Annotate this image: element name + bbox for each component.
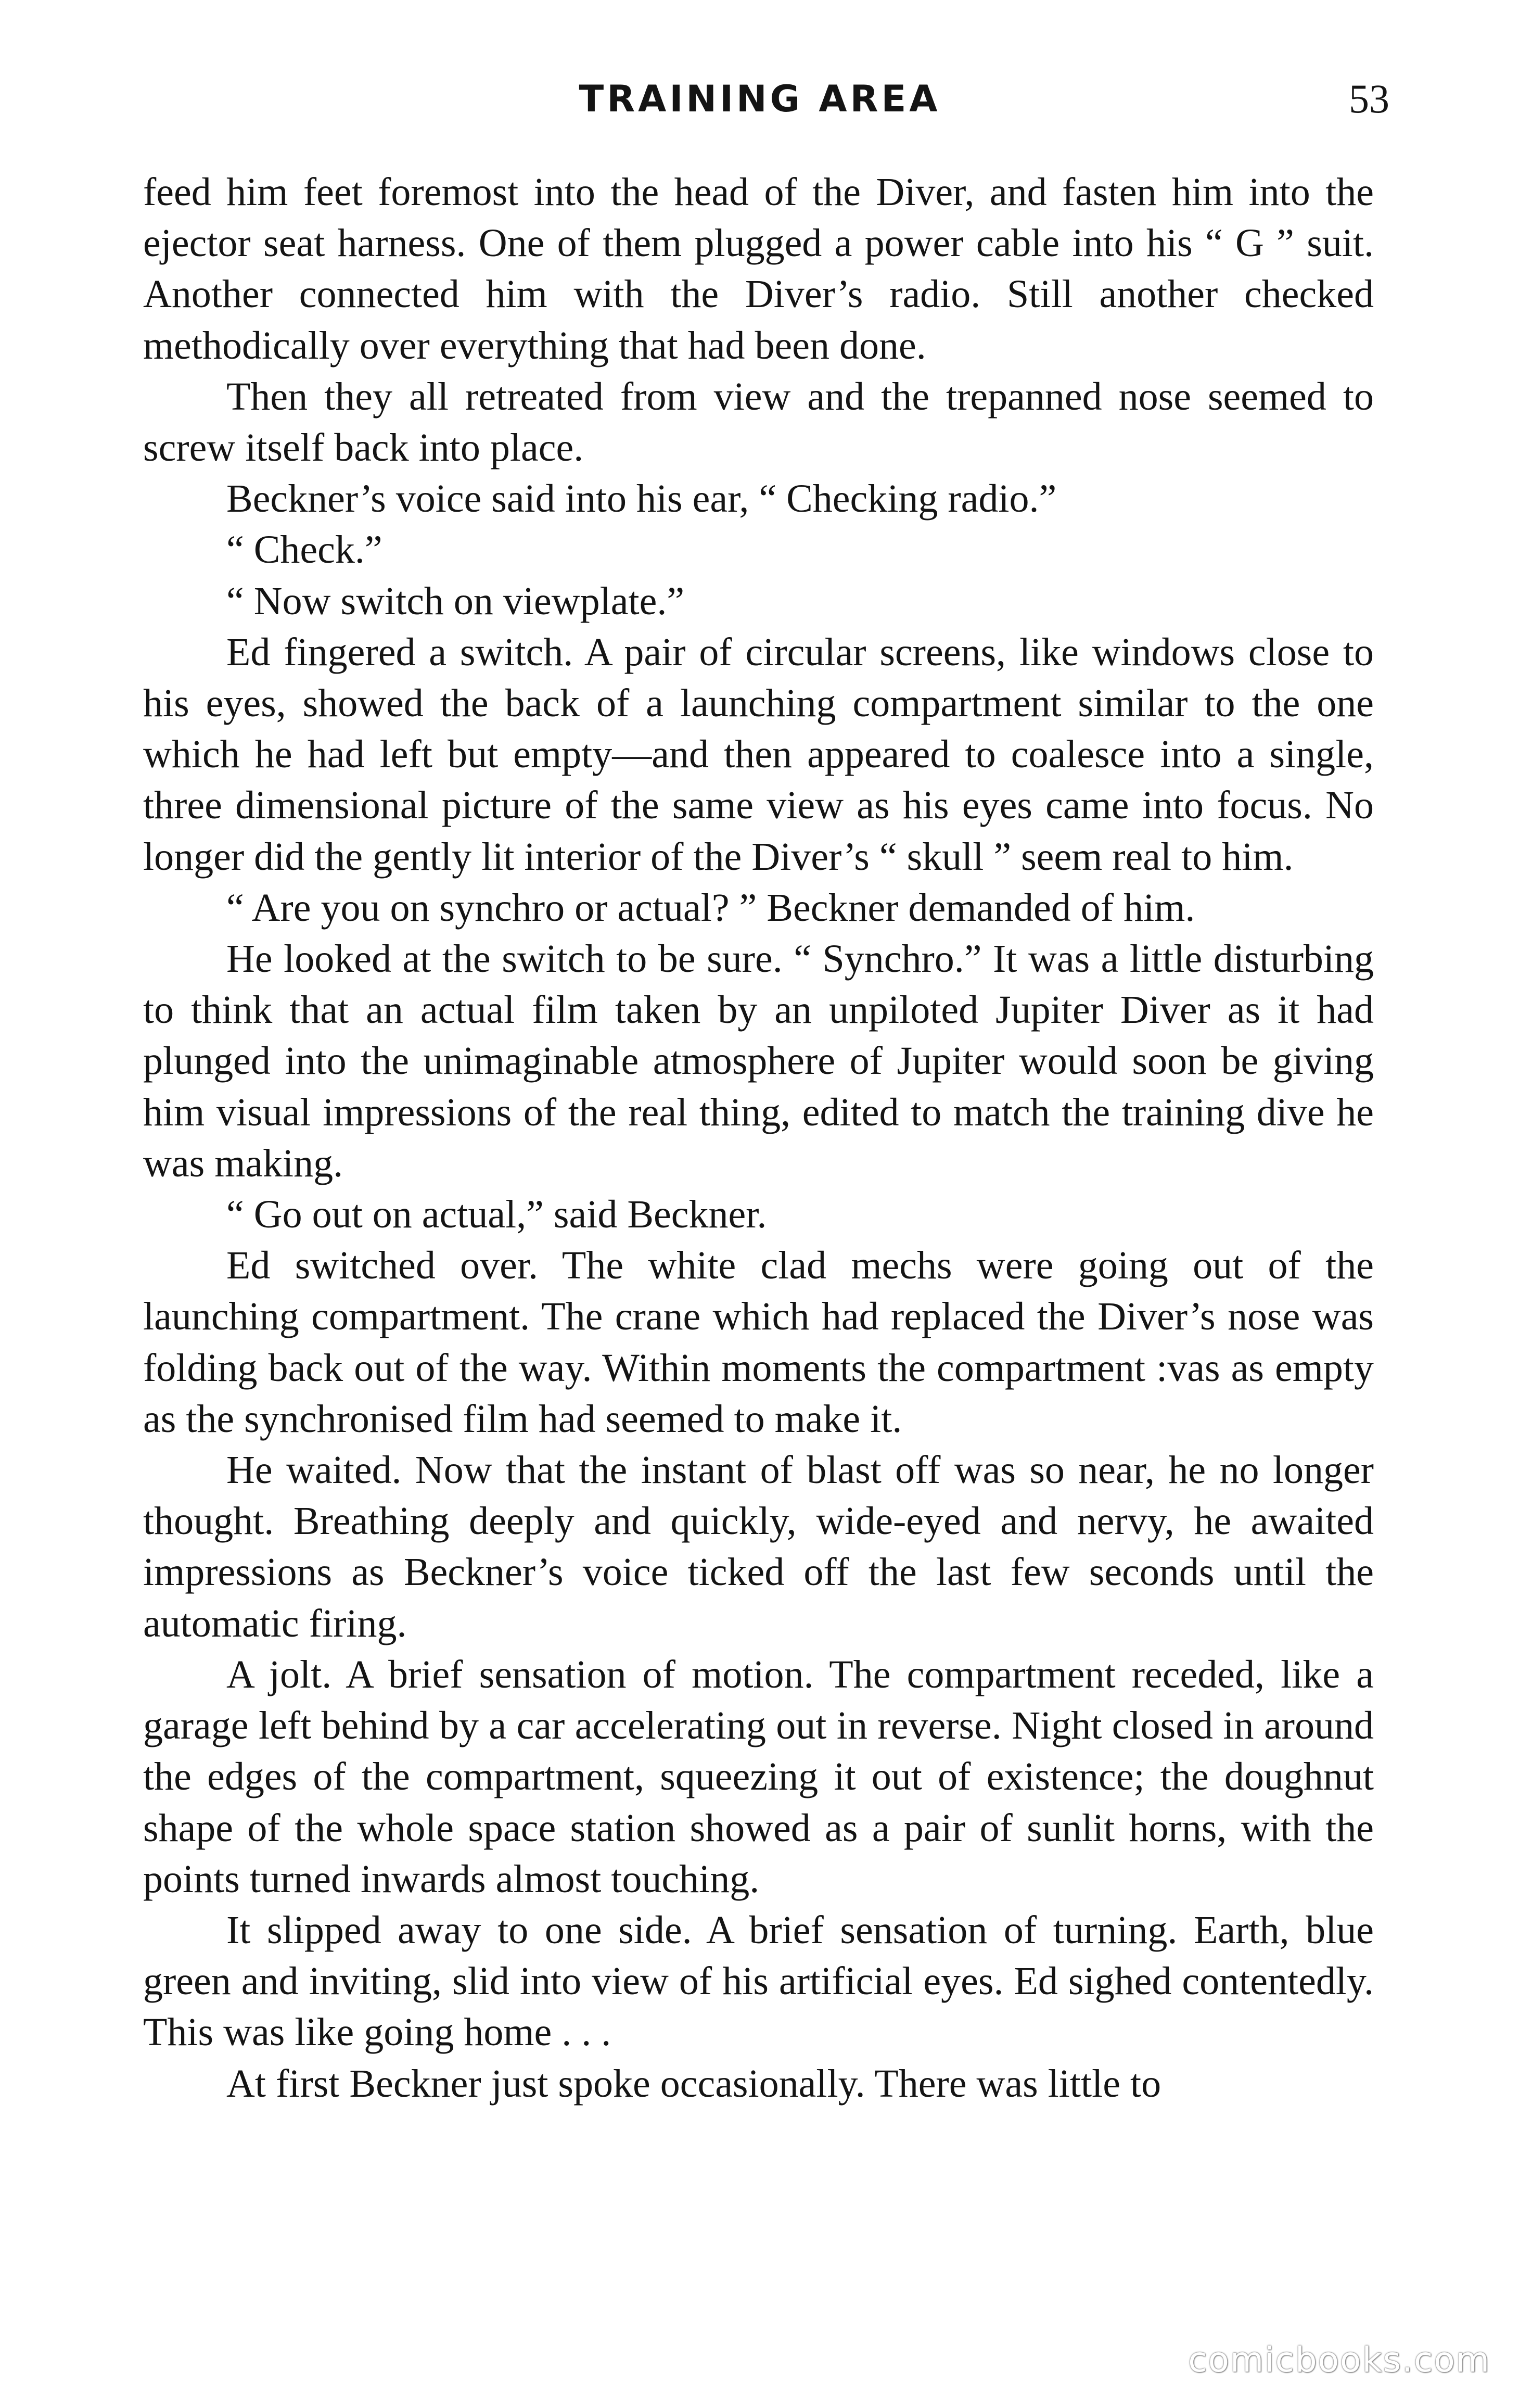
paragraph: It slipped away to one side. A brief sensation of turning. Earth, blue green and inviting, slid into view of his artificial eyes. Ed sighed contentedly. This was like going home . . . [143, 1908, 1374, 2055]
paragraph: “ Go out on actual,” said Beckner. [226, 1193, 767, 1237]
paragraph: feed him feet foremost into the head of the Diver, and fasten him into the ejector seat harness. One of them plugged a power cable into his “ G ” suit. Another connected him with the Diver’s radio. Still another checked methodically over everything that had been done. [143, 170, 1374, 367]
paragraph: At first Beckner just spoke occasionally. There was little to [226, 2061, 1161, 2106]
paragraph: Then they all retreated from view and the trepanned nose seemed to screw itself back into place. [143, 374, 1374, 470]
paragraph: “ Now switch on viewplate.” [226, 579, 685, 623]
paragraph: He looked at the switch to be sure. “ Synchro.” It was a little disturbing to think that an actual film taken by an unpiloted Jupiter Diver as it had plunged into the unimaginable atmosphere of Jupiter would soon be giving him visual impressions of the real thing, edited to match the training dive he was making. [143, 937, 1374, 1185]
paragraph: A jolt. A brief sensation of motion. The compartment receded, like a garage left behind by a car accelerating out in reverse. Night closed in around the edges of the compartment, squeezing it out of existence; the doughnut shape of the whole space station showed as a pair of sunlit horns, with the points turned inwards almost touching. [143, 1652, 1374, 1901]
paragraph: “ Are you on synchro or actual? ” Beckner demanded of him. [226, 885, 1195, 930]
page-number: 53 [1349, 76, 1389, 121]
watermark: comicbooks.com [1188, 2340, 1490, 2380]
paragraph: He waited. Now that the instant of blast off was so near, he no longer thought. Breathing deeply and quickly, wide-eyed and nervy, he awaited impressions as Beckner’s voice ticked off the last few seconds until the automatic firing. [143, 1448, 1374, 1645]
paragraph: Ed fingered a switch. A pair of circular screens, like windows close to his eyes, showed the back of a launching compartment similar to the one which he had left but empty—and then appeared to coalesce into a single, three dimensional picture of the same view as his eyes came into focus. No longer did the gently lit interior of the Diver’s “ skull ” seem real to him. [143, 630, 1374, 879]
page-header [146, 70, 1389, 128]
paragraph: Ed switched over. The white clad mechs were going out of the launching compartment. The crane which had replaced the Diver’s nose was folding back out of the way. Within moments the compartment :vas as empty as the synchronised film had seemed to make it. [143, 1244, 1374, 1441]
body-text [143, 167, 1374, 2109]
paragraph: “ Check.” [226, 528, 382, 572]
paragraph: Beckner’s voice said into his ear, “ Checking radio.” [226, 477, 1057, 521]
running-head: TRAINING AREA [579, 78, 941, 120]
